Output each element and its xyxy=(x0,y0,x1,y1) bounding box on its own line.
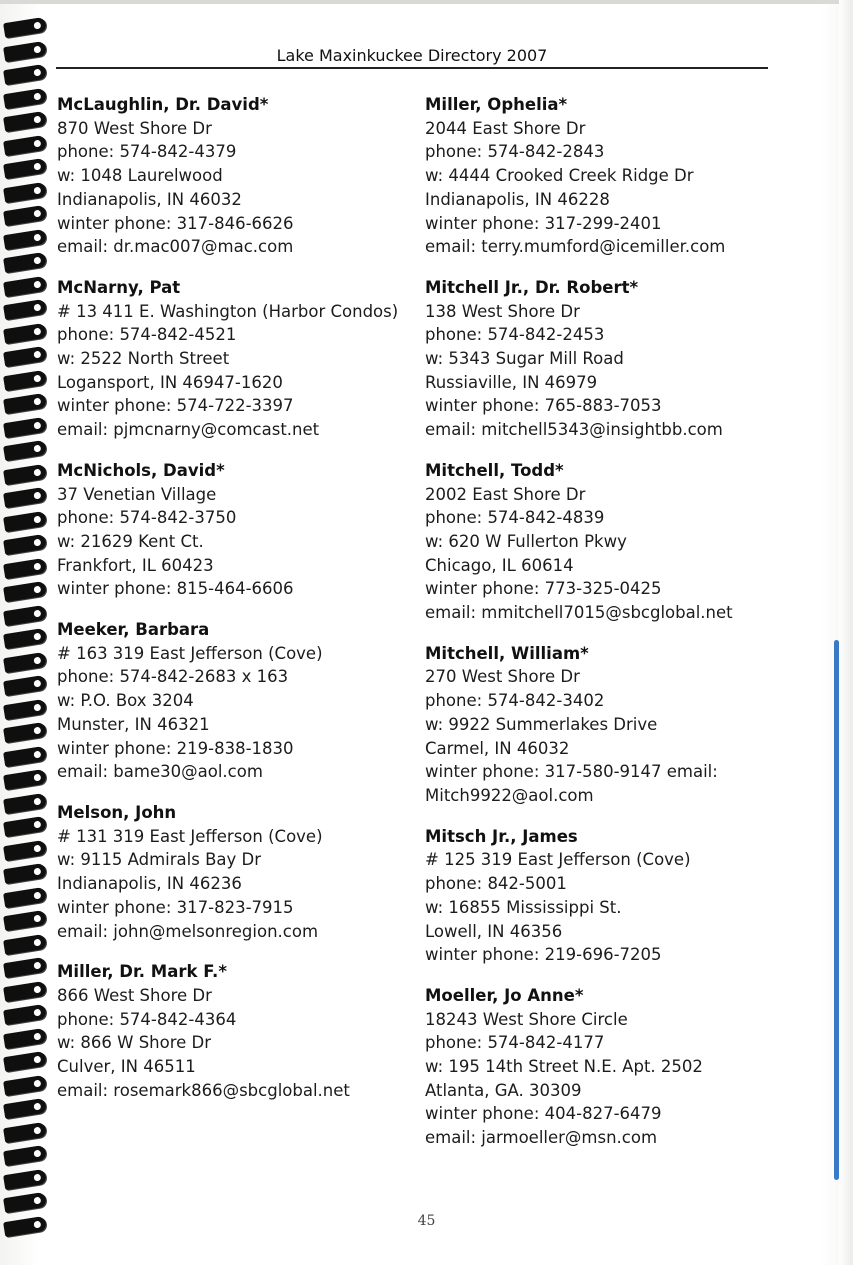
entry-email: email: mitchell5343@insightbb.com xyxy=(425,420,723,440)
entry-phone: phone: 574-842-3750 xyxy=(57,508,237,528)
entry-phone: phone: 574-842-3402 xyxy=(425,691,605,711)
directory-entry xyxy=(425,825,795,967)
directory-entry xyxy=(425,276,795,442)
entry-winter-address: w: 866 W Shore Dr xyxy=(57,1033,212,1053)
spiral-coil xyxy=(3,440,47,461)
page-number: 45 xyxy=(417,1213,436,1229)
entry-email: email: jarmoeller@msn.com xyxy=(425,1128,658,1148)
entry-winter-phone: winter phone: 317-846-6626 xyxy=(57,213,294,233)
entry-phone: phone: 574-842-4177 xyxy=(425,1033,605,1053)
spiral-coil xyxy=(3,228,47,249)
spiral-coil xyxy=(3,863,47,884)
spiral-coil xyxy=(3,980,47,1001)
entry-name: McNichols, David* xyxy=(57,460,225,480)
entry-winter-address: w: 9115 Admirals Bay Dr xyxy=(57,850,262,870)
entry-line: 870 West Shore Dr xyxy=(57,118,212,138)
entry-phone: phone: 574-842-2683 x 163 xyxy=(57,667,289,687)
entry-winter-phone: winter phone: 219-838-1830 xyxy=(57,738,294,758)
page-header: Lake Maxinkuckee Directory 2007 xyxy=(276,46,548,65)
entry-email: email: dr.mac007@mac.com xyxy=(57,237,294,257)
spiral-coil xyxy=(3,487,47,508)
entry-phone: phone: 574-842-4379 xyxy=(57,142,237,162)
directory-entry xyxy=(57,960,427,1102)
entry-name: Mitchell, William* xyxy=(425,643,589,663)
entry-winter-phone: winter phone: 773-325-0425 xyxy=(425,579,662,599)
directory-entry xyxy=(425,459,795,625)
directory-entry xyxy=(57,618,427,784)
spiral-coil xyxy=(3,816,47,837)
spiral-coil xyxy=(3,158,47,179)
entry-email: email: bame30@aol.com xyxy=(57,762,263,782)
entry-line: 270 West Shore Dr xyxy=(425,667,580,687)
entry-winter-phone: winter phone: 317-580-9147 email: xyxy=(425,762,718,782)
entry-phone: phone: 574-842-4364 xyxy=(57,1009,237,1029)
entry-email: email: rosemark866@sbcglobal.net xyxy=(57,1080,350,1100)
entry-winter-phone: winter phone: 815-464-6606 xyxy=(57,579,294,599)
entry-line: Culver, IN 46511 xyxy=(57,1057,196,1077)
directory-entry xyxy=(425,984,795,1150)
entry-winter-address: w: 2522 North Street xyxy=(57,349,230,369)
entry-line: 2002 East Shore Dr xyxy=(425,484,586,504)
right-column xyxy=(425,93,795,1150)
directory-entry xyxy=(57,276,427,442)
entry-name: Mitchell Jr., Dr. Robert* xyxy=(425,277,639,297)
entry-line: # 125 319 East Jefferson (Cove) xyxy=(425,850,691,870)
entry-winter-address: w: 5343 Sugar Mill Road xyxy=(425,349,624,369)
spiral-coil xyxy=(3,1004,47,1025)
entry-winter-address: w: 195 14th Street N.E. Apt. 2502 xyxy=(425,1057,703,1077)
entry-email: email: terry.mumford@icemiller.com xyxy=(425,237,726,257)
entry-name: Meeker, Barbara xyxy=(57,620,210,640)
spiral-coil xyxy=(3,628,47,649)
entry-winter-phone: winter phone: 219-696-7205 xyxy=(425,945,662,965)
entry-winter-address: w: 620 W Fullerton Pkwy xyxy=(425,531,627,551)
entry-line: Chicago, IL 60614 xyxy=(425,555,574,575)
spiral-coil xyxy=(3,933,47,954)
entry-line: Logansport, IN 46947-1620 xyxy=(57,372,283,392)
spiral-coil xyxy=(3,1121,47,1142)
entry-line: 37 Venetian Village xyxy=(57,484,217,504)
spiral-coil xyxy=(3,134,47,155)
entry-phone: phone: 842-5001 xyxy=(425,874,567,894)
entry-line: Indianapolis, IN 46032 xyxy=(57,189,242,209)
spiral-binding xyxy=(0,20,50,1260)
entry-winter-phone: winter phone: 317-823-7915 xyxy=(57,897,294,917)
blue-tab-edge xyxy=(834,640,839,1180)
entry-line: 138 West Shore Dr xyxy=(425,301,580,321)
spiral-coil xyxy=(3,651,47,672)
entry-name: Mitchell, Todd* xyxy=(425,460,564,480)
entry-line: 18243 West Shore Circle xyxy=(425,1009,628,1029)
spiral-coil xyxy=(3,252,47,273)
spiral-coil xyxy=(3,64,47,85)
spiral-coil xyxy=(3,393,47,414)
directory-entry xyxy=(57,801,427,943)
entry-line: # 13 411 E. Washington (Harbor Condos) xyxy=(57,301,399,321)
spiral-coil xyxy=(3,1074,47,1095)
spiral-coil xyxy=(3,1168,47,1189)
entry-email: email: john@melsonregion.com xyxy=(57,921,319,941)
spiral-coil xyxy=(3,40,47,61)
entry-line: Indianapolis, IN 46236 xyxy=(57,874,242,894)
spiral-coil xyxy=(3,675,47,696)
spiral-coil xyxy=(3,416,47,437)
entry-winter-address: w: 9922 Summerlakes Drive xyxy=(425,714,658,734)
entry-winter-address: w: 16855 Mississippi St. xyxy=(425,897,622,917)
entry-line: 2044 East Shore Dr xyxy=(425,118,586,138)
entry-winter-phone: winter phone: 404-827-6479 xyxy=(425,1104,662,1124)
entry-line: # 131 319 East Jefferson (Cove) xyxy=(57,826,323,846)
spiral-coil xyxy=(3,886,47,907)
spiral-coil xyxy=(3,769,47,790)
spiral-coil xyxy=(3,722,47,743)
page-right-edge xyxy=(839,0,853,1265)
spiral-coil xyxy=(3,581,47,602)
entry-name: McLaughlin, Dr. David* xyxy=(57,95,269,114)
entry-email: email: mmitchell7015@sbcglobal.net xyxy=(425,603,733,623)
entry-line: Frankfort, IL 60423 xyxy=(57,555,214,575)
entry-winter-address: w: 1048 Laurelwood xyxy=(57,166,223,186)
directory-entry xyxy=(425,642,795,808)
spiral-coil xyxy=(3,1051,47,1072)
entry-line: Lowell, IN 46356 xyxy=(425,921,563,941)
entry-name: Moeller, Jo Anne* xyxy=(425,985,584,1005)
spiral-coil xyxy=(3,792,47,813)
spiral-coil xyxy=(3,839,47,860)
entry-line: Russiaville, IN 46979 xyxy=(425,372,598,392)
entry-name: Mitsch Jr., James xyxy=(425,826,578,846)
entry-winter-address: w: P.O. Box 3204 xyxy=(57,691,194,711)
spiral-coil xyxy=(3,111,47,132)
entry-phone: phone: 574-842-2453 xyxy=(425,325,605,345)
spiral-coil xyxy=(3,557,47,578)
entry-winter-phone: winter phone: 765-883-7053 xyxy=(425,396,662,416)
spiral-coil xyxy=(3,463,47,484)
entry-email: email: pjmcnarny@comcast.net xyxy=(57,420,320,440)
entry-line: Mitch9922@aol.com xyxy=(425,785,594,805)
spiral-coil xyxy=(3,910,47,931)
entry-phone: phone: 574-842-4839 xyxy=(425,508,605,528)
entry-phone: phone: 574-842-2843 xyxy=(425,142,605,162)
left-column xyxy=(57,93,427,1102)
entry-name: Miller, Dr. Mark F.* xyxy=(57,962,227,982)
entry-line: Carmel, IN 46032 xyxy=(425,738,570,758)
spiral-coil xyxy=(3,1192,47,1213)
spiral-coil xyxy=(3,957,47,978)
entry-winter-phone: winter phone: 574-722-3397 xyxy=(57,396,294,416)
entry-phone: phone: 574-842-4521 xyxy=(57,325,237,345)
spiral-coil xyxy=(3,1027,47,1048)
spiral-coil xyxy=(3,205,47,226)
spiral-coil xyxy=(3,604,47,625)
directory-entry xyxy=(425,93,795,259)
page-top-edge xyxy=(0,0,853,4)
spiral-coil xyxy=(3,346,47,367)
spiral-coil xyxy=(3,745,47,766)
entry-winter-address: w: 21629 Kent Ct. xyxy=(57,531,204,551)
spiral-coil xyxy=(3,534,47,555)
spiral-coil xyxy=(3,181,47,202)
spiral-coil xyxy=(3,1098,47,1119)
spiral-coil xyxy=(3,275,47,296)
entry-name: Miller, Ophelia* xyxy=(425,95,568,114)
spiral-coil xyxy=(3,1145,47,1166)
spiral-coil xyxy=(3,510,47,531)
entry-line: 866 West Shore Dr xyxy=(57,985,212,1005)
entry-line: # 163 319 East Jefferson (Cove) xyxy=(57,643,323,663)
entry-name: Melson, John xyxy=(57,802,177,822)
entry-winter-address: w: 4444 Crooked Creek Ridge Dr xyxy=(425,166,694,186)
entry-line: Munster, IN 46321 xyxy=(57,714,210,734)
header-rule xyxy=(56,67,768,69)
spiral-coil xyxy=(3,17,47,38)
spiral-coil xyxy=(3,698,47,719)
spiral-coil xyxy=(3,322,47,343)
entry-winter-phone: winter phone: 317-299-2401 xyxy=(425,213,662,233)
spiral-coil xyxy=(3,299,47,320)
directory-entry xyxy=(57,93,427,259)
spiral-coil xyxy=(3,369,47,390)
spiral-coil xyxy=(3,87,47,108)
entry-line: Indianapolis, IN 46228 xyxy=(425,189,610,209)
entry-name: McNarny, Pat xyxy=(57,277,181,297)
entry-line: Atlanta, GA. 30309 xyxy=(425,1080,582,1100)
directory-entry xyxy=(57,459,427,601)
